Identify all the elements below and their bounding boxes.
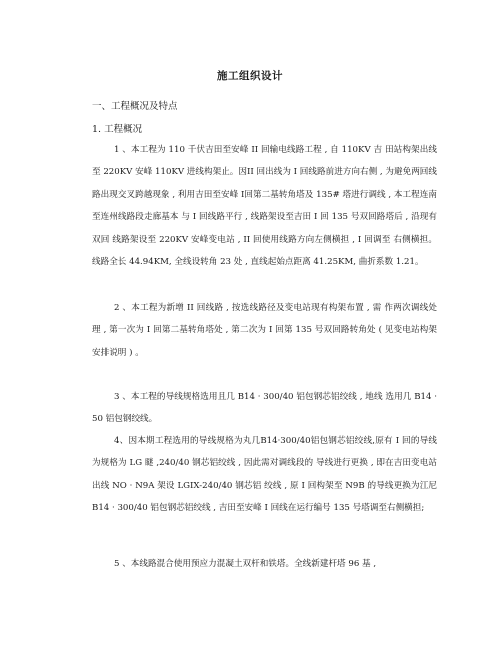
paragraph-4: 4、因本期工程选用的导线规格为丸几B14·300/40铝包钢芯铝绞线,原有 I 回的导线为规格为 LG 瞇 ,240/40 钢芯铝绞线 , 因此需对调线段的 导线进行更换 , 即在吉田变电站出线 NO · N9A 架设 LGIX-240/40 钢芯铝 绞线 , 原 I 回构架至 N9B 的导线更换为江尼 B14 · 300/40 铝包钢芯铝绞线 , 吉田至安峰 I 回线在运行编号 135 号塔调至右侧横担; xyxy=(92,436,437,514)
subsection-heading: 1. 工程概况 xyxy=(92,124,143,135)
document-title: 施工组织设计 xyxy=(217,70,283,82)
section-heading: 一、工程概况及特点 xyxy=(92,101,178,112)
paragraph-2: 2 、本工程为新增 II 回线路 , 按选线路径及变电站现有构架布置 , 需 作两次调线处理 , 第一次为 I 回第二基转角塔处 , 第二次为 I 回第 135 号双回路转角处 ( 见变电站构架安排说明 ) 。 xyxy=(92,303,437,358)
paragraph-5: 5 、本线路混合使用预应力混凝土双杆和铁塔。全线新建杆塔 96 基 , xyxy=(114,559,377,569)
paragraph-3: 3 、本工程的导线规格选用且几 B14 · 300/40 铝包钢芯铝绞线 , 地线 选用几 B14 · 50 铝包钢绞线。 xyxy=(92,392,437,425)
paragraph-1: 1 、本工程为 110 千伏吉田至安峰 II 回输电线路工程 , 自 110KV 吉 田站构架出线至 220KV 安峰 110KV 进线构架止。因II 回出线为 I 回线路前进方向右侧 , 为避免两回线路出现交叉跨越现象 , 利用吉田至安峰 I回第二基转角塔及 135# 塔进行调线 , 本工程连南至连州线路段走廊基本 与 I 回线路平行 , 线路架设至吉田 I 回 135 号双回路塔后 , 沿现有双回 线路架设至 220KV 安峰变电站 , II 回使用线路方向左侧横担 , I 回调至 右侧横担。线路全长 44.94KM, 全线设转角 23 处 , 直线起始点距离 41.25KM, 曲折系数 1.21。 xyxy=(92,145,437,268)
